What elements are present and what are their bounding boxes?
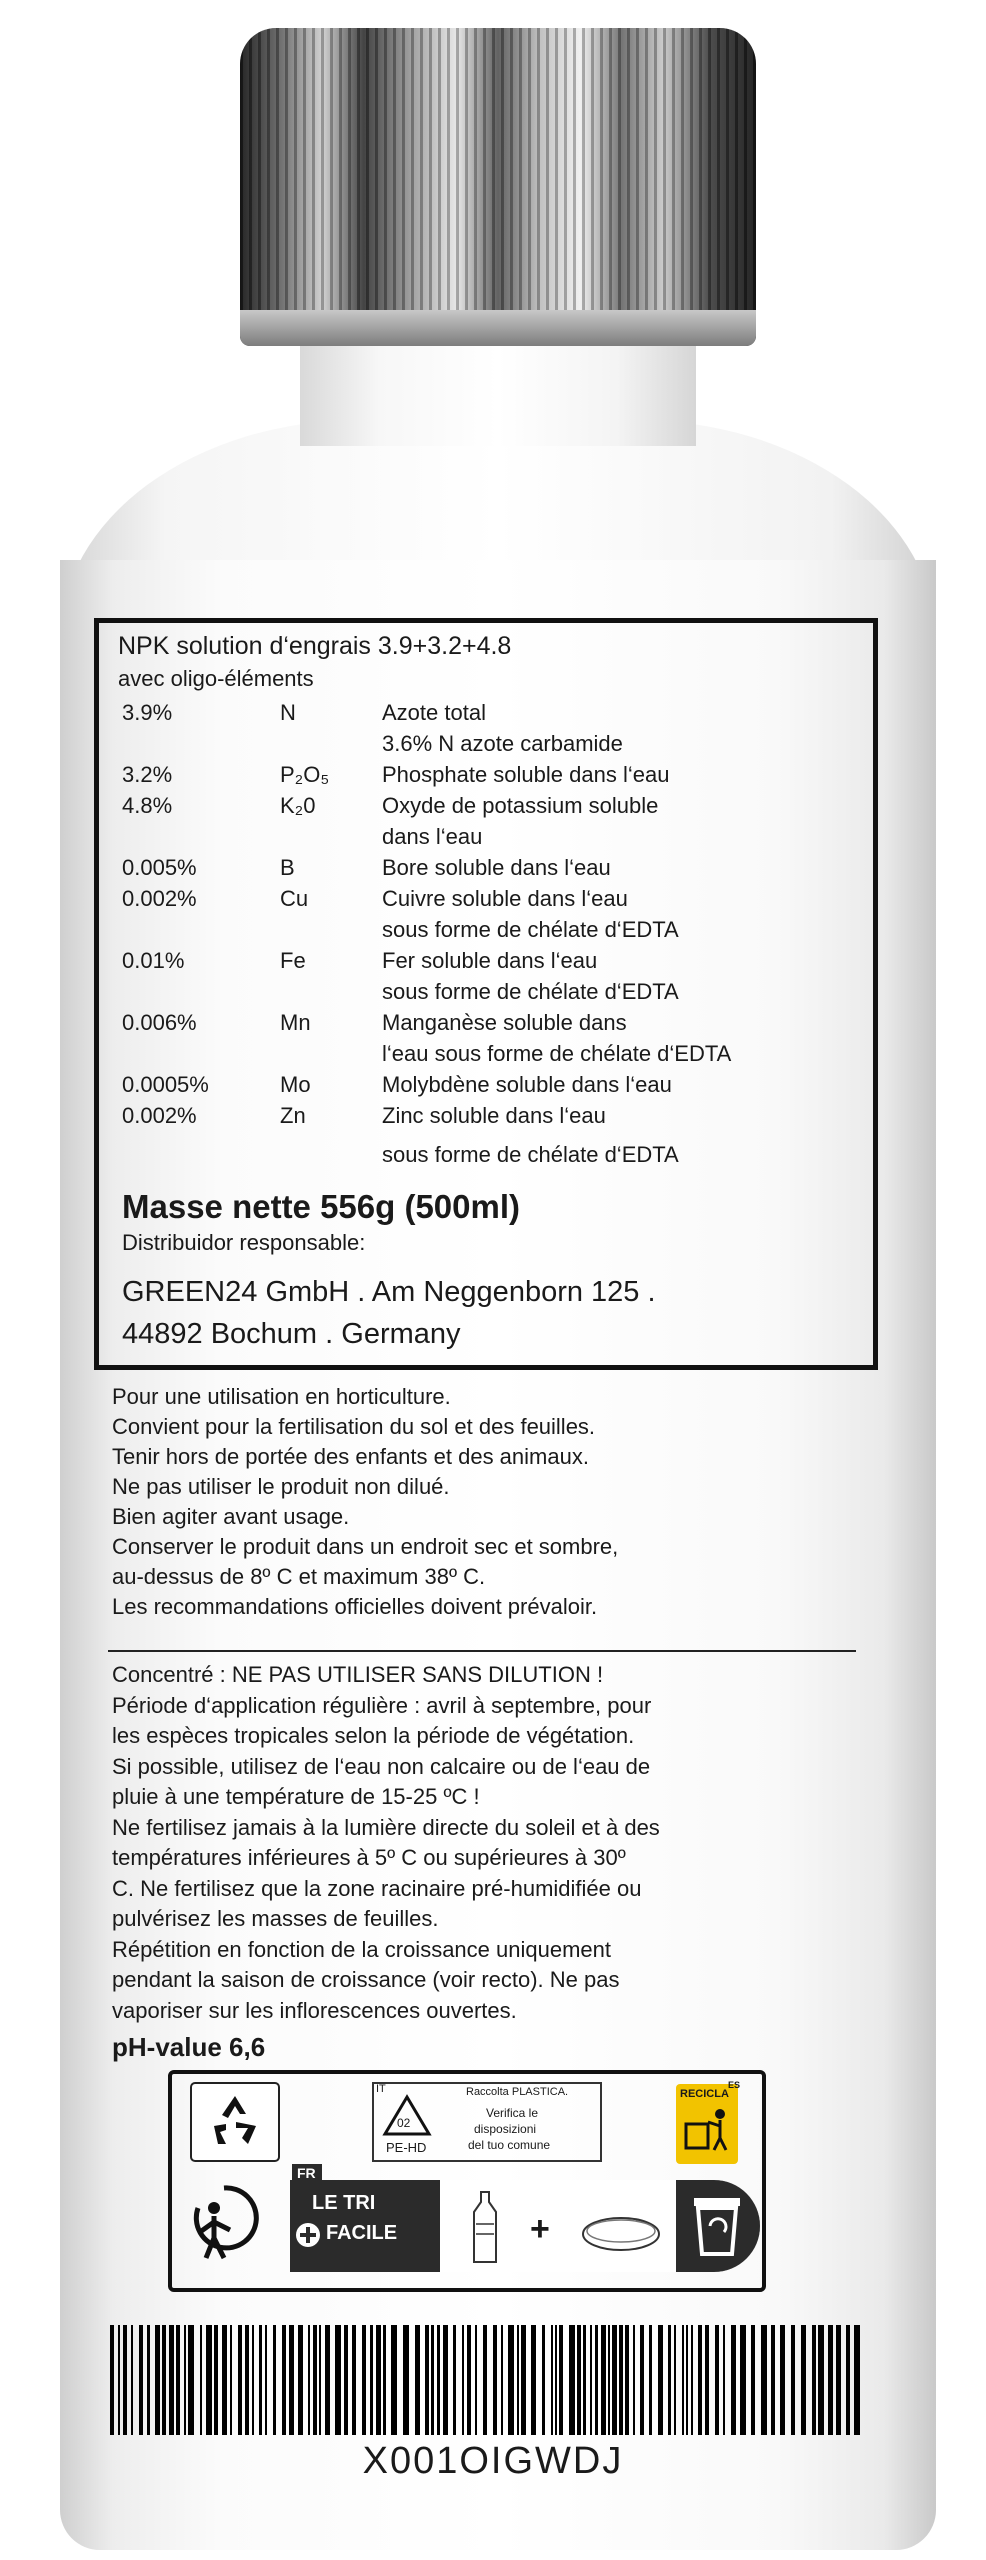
barcode-bar: [771, 2325, 775, 2435]
nutrient-percent: 4.8%: [122, 793, 173, 818]
barcode-bar: [501, 2325, 503, 2435]
nutrient-description: Oxyde de potassium soluble: [382, 793, 659, 818]
nutrient-symbol: Zn: [280, 1103, 306, 1128]
product-subtitle: avec oligo-éléments: [118, 666, 314, 691]
barcode-bar: [608, 2325, 610, 2435]
barcode-bar: [188, 2325, 194, 2435]
nutrient-description: Phosphate soluble dans l‘eau: [382, 762, 670, 787]
barcode-bar: [403, 2325, 409, 2435]
barcode-bar: [740, 2325, 746, 2435]
barcode-bar: [836, 2325, 841, 2435]
barcode-bar: [555, 2325, 557, 2435]
barcode-bar: [443, 2325, 448, 2435]
nutrient-description: Bore soluble dans l‘eau: [382, 855, 611, 880]
barcode-bar: [245, 2325, 249, 2435]
recycling-bin-icon: [688, 2192, 748, 2260]
instruction-line: Concentré : NE PAS UTILISER SANS DILUTION !: [112, 1662, 604, 1687]
barcode-bar: [362, 2325, 366, 2435]
barcode-bar: [139, 2325, 143, 2435]
barcode-bar: [828, 2325, 833, 2435]
barcode-bar: [818, 2325, 824, 2435]
usage-line: au-dessus de 8º C et maximum 38º C.: [112, 1564, 486, 1589]
nutrient-description: Cuivre soluble dans l‘eau: [382, 886, 628, 911]
nutrient-percent: 3.9%: [122, 700, 173, 725]
nutrient-description: Fer soluble dans l‘eau: [382, 948, 598, 973]
barcode-bar: [238, 2325, 242, 2435]
barcode-bar: [265, 2325, 267, 2435]
barcode-bar: [214, 2325, 218, 2435]
barcode-bar: [308, 2325, 310, 2435]
barcode-bar: [674, 2325, 676, 2435]
barcode-bar: [791, 2325, 795, 2435]
barcode-bar: [147, 2325, 150, 2435]
nutrient-percent: 3.2%: [122, 762, 173, 787]
barcode-bar: [577, 2325, 581, 2435]
barcode-bar: [252, 2325, 254, 2435]
barcode-bar: [118, 2325, 120, 2435]
barcode-bar: [801, 2325, 806, 2435]
barcode-bar: [668, 2325, 671, 2435]
usage-line: Ne pas utiliser le produit non dilué.: [112, 1474, 450, 1499]
recycle-icon: [190, 2082, 280, 2162]
barcode-bar: [812, 2325, 816, 2435]
barcode-bar: [200, 2325, 202, 2435]
instruction-line: pulvérisez les masses de feuilles.: [112, 1906, 439, 1931]
nutrient-percent: 0.01%: [122, 948, 185, 973]
nutrient-symbol: K₂0: [280, 793, 316, 818]
plus-sign: +: [530, 2210, 550, 2248]
fr-tag: FR: [297, 2165, 316, 2181]
barcode-bar: [493, 2325, 497, 2435]
barcode-bar: [698, 2325, 702, 2435]
barcode-bar: [110, 2325, 114, 2435]
it-tag: IT: [376, 2083, 386, 2095]
nutrient-percent: 0.005%: [122, 855, 197, 880]
recicla-label: RECICLA: [680, 2088, 729, 2100]
it-code: 02: [397, 2116, 411, 2130]
barcode-bar: [625, 2325, 629, 2435]
instruction-line: pendant la saison de croissance (voir recto). Ne pas: [112, 1967, 620, 1992]
barcode-bar: [313, 2325, 317, 2435]
barcode-bar: [658, 2325, 663, 2435]
barcode-bar: [230, 2325, 232, 2435]
barcode-bar: [475, 2325, 477, 2435]
barcode-bar: [123, 2325, 127, 2435]
bin-person-icon: [682, 2104, 732, 2154]
usage-line: Convient pour la fertilisation du sol et des feuilles.: [112, 1414, 596, 1439]
barcode-bar: [731, 2325, 736, 2435]
instruction-line: pluie à une température de 15-25 ºC !: [112, 1784, 480, 1809]
distributor-label: Distribuidor responsable:: [122, 1230, 366, 1255]
nutrient-description: dans l‘eau: [382, 824, 483, 849]
nutrient-percent: 0.002%: [122, 1103, 197, 1128]
barcode-bar: [259, 2325, 262, 2435]
nutrient-description: sous forme de chélate d‘EDTA: [382, 979, 679, 1004]
nutrient-symbol: Fe: [280, 948, 306, 973]
usage-line: Tenir hors de portée des enfants et des animaux.: [112, 1444, 589, 1469]
barcode-bar: [467, 2325, 471, 2435]
es-tag: ES: [728, 2080, 741, 2090]
it-note-3: del tuo comune: [468, 2138, 551, 2152]
barcode-bar: [453, 2325, 456, 2435]
barcode-bar: [169, 2325, 174, 2435]
it-note-1: Verifica le: [486, 2106, 539, 2120]
nutrient-description: Zinc soluble dans l‘eau: [382, 1103, 606, 1128]
barcode-bar: [715, 2325, 719, 2435]
barcode-bar: [298, 2325, 303, 2435]
barcode-bar: [370, 2325, 373, 2435]
instruction-line: vaporiser sur les inflorescences ouvertes.: [112, 1997, 517, 2023]
bottle-neck: [300, 336, 696, 446]
barcode-bar: [319, 2325, 321, 2435]
nutrient-symbol: Mo: [280, 1072, 311, 1097]
product-title: NPK solution d‘engrais 3.9+3.2+4.8: [118, 632, 512, 660]
barcode: [110, 2325, 860, 2435]
barcode-bar: [612, 2325, 617, 2435]
usage-line: Les recommandations officielles doivent prévaloir.: [112, 1594, 598, 1619]
barcode-text: X001OIGWDJ: [362, 2440, 624, 2482]
nutrient-percent: 0.002%: [122, 886, 197, 911]
barcode-bar: [437, 2325, 440, 2435]
it-note-2: disposizioni: [474, 2122, 537, 2136]
barcode-bar: [222, 2325, 227, 2435]
barcode-bar: [431, 2325, 434, 2435]
barcode-bar: [131, 2325, 133, 2435]
barcode-bar: [761, 2325, 767, 2435]
nutrient-description: sous forme de chélate d‘EDTA: [382, 1142, 679, 1167]
usage-line: Pour une utilisation en horticulture.: [112, 1384, 451, 1409]
barcode-bar: [462, 2325, 464, 2435]
barcode-bar: [352, 2325, 356, 2435]
barcode-bar: [517, 2325, 519, 2435]
barcode-bar: [425, 2325, 429, 2435]
barcode-bar: [583, 2325, 586, 2435]
barcode-bar: [723, 2325, 725, 2435]
barcode-bar: [542, 2325, 545, 2435]
barcode-bar: [559, 2325, 563, 2435]
barcode-bar: [854, 2325, 860, 2435]
barcode-bar: [751, 2325, 755, 2435]
nutrient-percent: 0.0005%: [122, 1072, 209, 1097]
nutrient-symbol: Cu: [280, 886, 309, 911]
instruction-line: les espèces tropicales selon la période de végétation.: [112, 1723, 635, 1748]
tri-line-1: LE TRI: [312, 2192, 376, 2214]
instruction-line: Période d‘application régulière : avril à septembre, pour: [112, 1692, 652, 1718]
usage-line: Conserver le produit dans un endroit sec et sombre,: [112, 1534, 619, 1559]
bottle-cap-icon: [578, 2212, 664, 2256]
barcode-bar: [508, 2325, 514, 2435]
instruction-line: températures inférieures à 5º C ou supérieures à 30º: [112, 1845, 626, 1870]
nutrient-symbol: P₂O₅: [280, 762, 330, 787]
address-line-2: 44892 Bochum . Germany: [122, 1318, 461, 1350]
barcode-bar: [780, 2325, 785, 2435]
barcode-bar: [344, 2325, 348, 2435]
barcode-bar: [705, 2325, 709, 2435]
usage-line: Bien agiter avant usage.: [112, 1504, 350, 1529]
barcode-bar: [640, 2325, 644, 2435]
barcode-bar: [383, 2325, 386, 2435]
barcode-bar: [569, 2325, 575, 2435]
plastic-bottle-icon: [470, 2190, 500, 2266]
barcode-bar: [483, 2325, 487, 2435]
instruction-line: C. Ne fertilisez que la zone racinaire pré-humidifiée ou: [112, 1875, 642, 1901]
nutrient-symbol: B: [280, 855, 295, 880]
barcode-bar: [649, 2325, 652, 2435]
barcode-bar: [601, 2325, 606, 2435]
tri-line-2: FACILE: [326, 2222, 398, 2244]
barcode-bar: [184, 2325, 186, 2435]
net-mass: Masse nette 556g (500ml): [122, 1188, 521, 1225]
barcode-bar: [162, 2325, 166, 2435]
barcode-bar: [391, 2325, 397, 2435]
divider: [108, 1650, 856, 1652]
barcode-bar: [619, 2325, 623, 2435]
barcode-bar: [376, 2325, 381, 2435]
barcode-bar: [282, 2325, 286, 2435]
it-material: PE-HD: [386, 2140, 427, 2155]
instruction-line: Si possible, utilisez de l‘eau non calcaire ou de l‘eau de: [112, 1753, 651, 1779]
barcode-bar: [273, 2325, 276, 2435]
address-line-1: GREEN24 GmbH . Am Neggenborn 125 .: [122, 1276, 656, 1308]
barcode-bar: [325, 2325, 330, 2435]
nutrient-description: Manganèse soluble dans: [382, 1010, 627, 1035]
barcode-bar: [595, 2325, 598, 2435]
nutrient-percent: 0.006%: [122, 1010, 197, 1035]
barcode-bar: [633, 2325, 635, 2435]
barcode-bar: [521, 2325, 526, 2435]
nutrient-description: Azote total: [382, 700, 486, 725]
instruction-line: Répétition en fonction de la croissance uniquement: [112, 1936, 611, 1962]
barcode-bar: [846, 2325, 850, 2435]
barcode-bar: [176, 2325, 180, 2435]
nutrient-symbol: N: [280, 700, 296, 725]
instruction-line: Ne fertilisez jamais à la lumière directe du soleil et à des: [112, 1814, 660, 1840]
bottle-cap: [240, 28, 756, 346]
barcode-bar: [686, 2325, 688, 2435]
barcode-bar: [155, 2325, 160, 2435]
barcode-bar: [335, 2325, 341, 2435]
it-heading: Raccolta PLASTICA.: [466, 2086, 569, 2098]
nutrient-description: 3.6% N azote carbamide: [382, 731, 623, 756]
ph-value: pH-value 6,6: [112, 2032, 266, 2062]
nutrient-description: l‘eau sous forme de chélate d‘EDTA: [382, 1041, 732, 1066]
nutrient-description: Molybdène soluble dans l‘eau: [382, 1072, 672, 1097]
barcode-bar: [415, 2325, 420, 2435]
barcode-bar: [691, 2325, 693, 2435]
barcode-bar: [206, 2325, 212, 2435]
barcode-bar: [531, 2325, 536, 2435]
barcode-bar: [551, 2325, 553, 2435]
nutrient-symbol: Mn: [280, 1010, 311, 1035]
barcode-bar: [590, 2325, 592, 2435]
triman-icon: [184, 2178, 262, 2268]
barcode-bar: [682, 2325, 684, 2435]
barcode-bar: [289, 2325, 294, 2435]
nutrient-description: sous forme de chélate d‘EDTA: [382, 917, 679, 942]
